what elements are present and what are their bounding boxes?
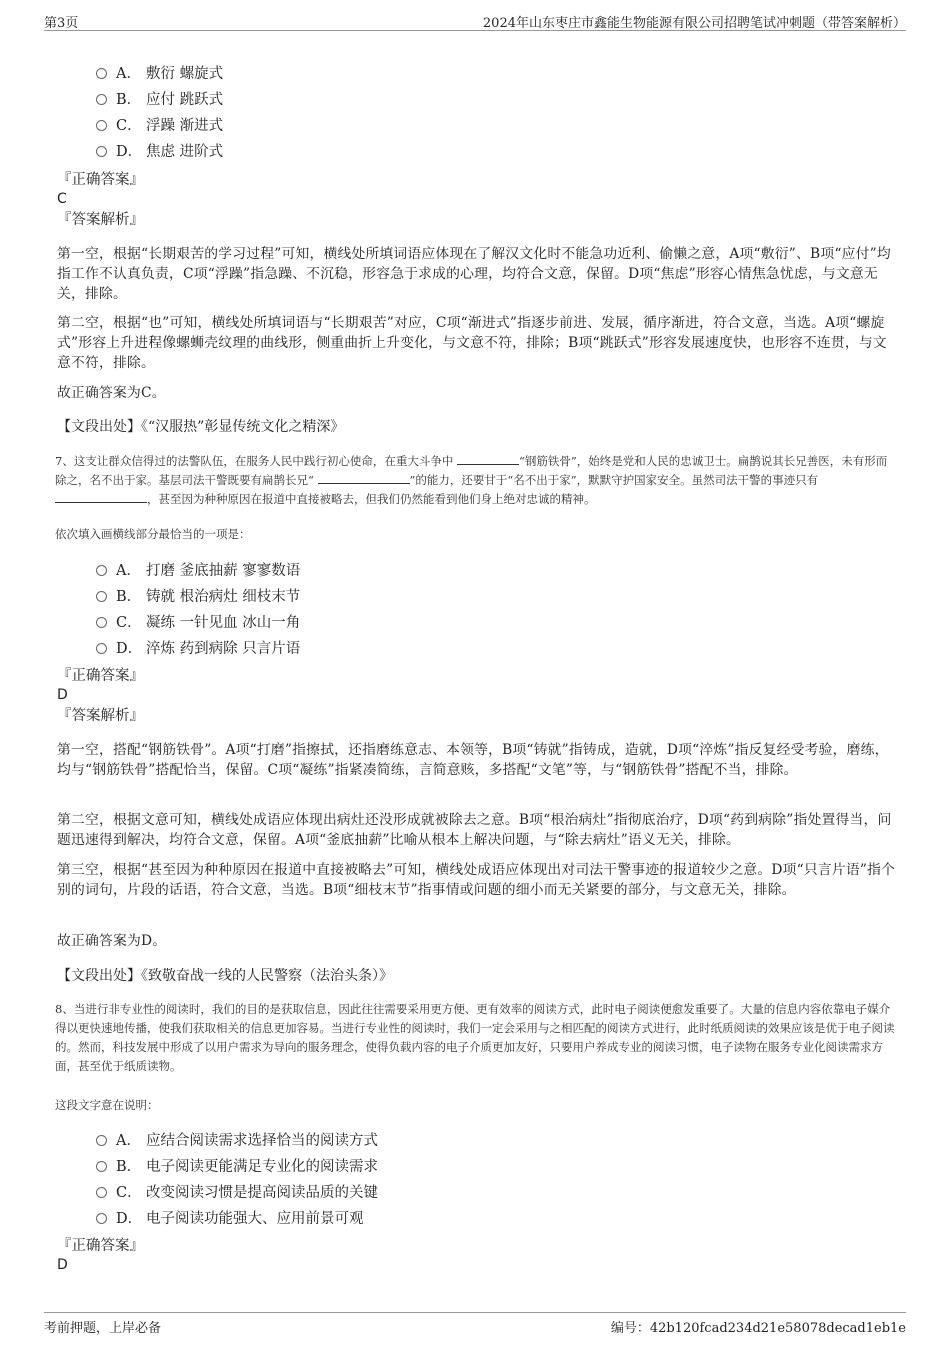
q7-answer-label: 『正确答案』 <box>57 668 144 684</box>
q7-answer: D <box>57 687 68 703</box>
q6-source: 【文段出处】《“汉服热”彰显传统文化之精深》 <box>57 419 345 435</box>
q8-answer: D <box>57 1257 68 1273</box>
q7-option-c[interactable]: C． 凝练 一针见血 冰山一角 <box>96 612 300 634</box>
radio-icon[interactable] <box>96 617 107 628</box>
blank-2 <box>318 471 410 484</box>
radio-icon[interactable] <box>96 68 107 79</box>
q6-option-d[interactable]: D． 焦虑 进阶式 <box>96 141 223 163</box>
document-title: 2024年山东枣庄市鑫能生物能源有限公司招聘笔试冲刺题（带答案解析） <box>482 16 906 31</box>
q6-option-b[interactable]: B． 应付 跳跃式 <box>96 89 223 111</box>
q8-option-d[interactable]: D． 电子阅读功能强大、应用前景可观 <box>96 1208 364 1230</box>
radio-icon[interactable] <box>96 1161 107 1172</box>
q8-option-b[interactable]: B． 电子阅读更能满足专业化的阅读需求 <box>96 1156 378 1178</box>
q7-analysis-3: 第三空，根据“甚至因为种种原因在报道中直接被略去”可知，横线处成语应体现出对司法干警事迹的报道较少之意。D项“只言片语”指个别的词句，片段的话语，符合文意，当选。B项“细枝末节”指事情或问题的细小而无关紧要的部分，与文意无关，排除。 <box>57 862 896 898</box>
q7-analysis-4: 故正确答案为D。 <box>57 933 167 949</box>
radio-icon[interactable] <box>96 94 107 105</box>
footer-slogan: 考前押题，上岸必备 <box>44 1321 162 1336</box>
radio-icon[interactable] <box>96 1187 107 1198</box>
radio-icon[interactable] <box>96 1135 107 1146</box>
radio-icon[interactable] <box>96 591 107 602</box>
q8-option-a[interactable]: A． 应结合阅读需求选择恰当的阅读方式 <box>96 1130 378 1152</box>
q6-answer-label: 『正确答案』 <box>57 172 144 188</box>
q6-answer: C <box>57 191 67 207</box>
q7-option-a[interactable]: A． 打磨 釜底抽薪 寥寥数语 <box>96 560 300 582</box>
q7-option-d[interactable]: D． 淬炼 药到病除 只言片语 <box>96 638 300 660</box>
q6-option-a[interactable]: A． 敷衍 螺旋式 <box>96 63 223 85</box>
q7-analysis-label: 『答案解析』 <box>57 708 144 724</box>
q8-option-c[interactable]: C． 改变阅读习惯是提高阅读品质的关键 <box>96 1182 378 1204</box>
page-number: 第3页 <box>44 16 79 31</box>
q6-analysis-3: 故正确答案为C。 <box>57 385 166 401</box>
q6-analysis-label: 『答案解析』 <box>57 212 144 228</box>
radio-icon[interactable] <box>96 146 107 157</box>
q7-stem: 7、这支让群众信得过的法警队伍，在服务人民中践行初心使命，在重大斗争中 “钢筋铁骨”，始终是党和人民的忠诚卫士。扁鹊说其长兄善医，未有形而除之，名不出于家。基层司法干警既要有扁鹊长兄“ ”的能力，还要甘于“名不出于家”，默默守护国家安全。虽然司法干警的事迹只有 ，甚至因为种种原因在报道中直接被略去，但我们仍然能看到他们身上绝对忠诚的精神。 <box>55 454 888 506</box>
q7-analysis-1: 第一空，搭配“钢筋铁骨”。A项“打磨”指擦拭，还指磨练意志、本领等，B项“铸就”指铸成，造就，D项“淬炼”指反复经受考验，磨练，均与“钢筋铁骨”搭配恰当，保留。C项“凝练”指紧凑简练，言简意赅，多搭配“文笔”等，与“钢筋铁骨”搭配不当，排除。 <box>57 742 889 778</box>
q6-analysis-1: 第一空，根据“长期艰苦的学习过程”可知，横线处所填词语应体现在了解汉文化时不能急功近利、偷懒之意，A项“敷衍”、B项“应付”均指工作不认真负责，C项“浮躁”指急躁、不沉稳，形容急于求成的心理，均符合文意，保留。D项“焦虑”形容心情焦急忧虑，与文意无关，排除。 <box>57 246 891 302</box>
q8-prompt: 这段文字意在说明： <box>55 1098 159 1112</box>
q7-option-b[interactable]: B． 铸就 根治病灶 细枝末节 <box>96 586 300 608</box>
blank-1 <box>457 452 519 465</box>
radio-icon[interactable] <box>96 565 107 576</box>
q8-answer-label: 『正确答案』 <box>57 1238 144 1254</box>
radio-icon[interactable] <box>96 643 107 654</box>
q8-stem: 8、当进行非专业性的阅读时，我们的目的是获取信息，因此往往需要采用更方便、更有效率的阅读方式，此时电子阅读便愈发重要了。大量的信息内容依靠电子媒介得以更快速地传播，使我们获取相关的信息更加容易。当进行专业性的阅读时，我们一定会采用与之相匹配的阅读方式进行，此时纸质阅读的效果应该是优于电子阅读的。然而，科技发展中形成了以用户需求为导向的服务理念，使得负载内容的电子介质更加友好，只要用户养成专业的阅读习惯，电子读物在服务专业化阅读需求方面，甚至优于纸质读物。 <box>55 1002 895 1073</box>
page-footer <box>44 1312 906 1337</box>
q7-source: 【文段出处】《致敬奋战一线的人民警察（法治头条）》 <box>57 968 393 984</box>
page-header <box>44 8 906 31</box>
q7-analysis-2: 第二空，根据文意可知，横线处成语应体现出病灶还没形成就被除去之意。B项“根治病灶”指彻底治疗，D项“药到病除”指处置得当，问题迅速得到解决，均符合文意，保留。A项“釜底抽薪”比喻从根本上解决问题，与“除去病灶”语义无关，排除。 <box>57 812 892 848</box>
blank-3 <box>55 490 147 503</box>
q7-prompt: 依次填入画横线部分最恰当的一项是： <box>55 527 251 541</box>
q6-option-c[interactable]: C． 浮躁 渐进式 <box>96 115 223 137</box>
q6-analysis-2: 第二空，根据“也”可知，横线处所填词语与“长期艰苦”对应，C项“渐进式”指逐步前进、发展，循序渐进，符合文意，当选。A项“螺旋式”形容上升进程像螺蛳壳纹理的曲线形，侧重曲折上升变化，与文意不符，排除；B项“跳跃式”形容发展速度快，也形容不连贯，与文意不符，排除。 <box>57 315 887 371</box>
radio-icon[interactable] <box>96 120 107 131</box>
footer-serial: 编号：42b120fcad234d21e58078decad1eb1e <box>610 1321 906 1336</box>
radio-icon[interactable] <box>96 1213 107 1224</box>
